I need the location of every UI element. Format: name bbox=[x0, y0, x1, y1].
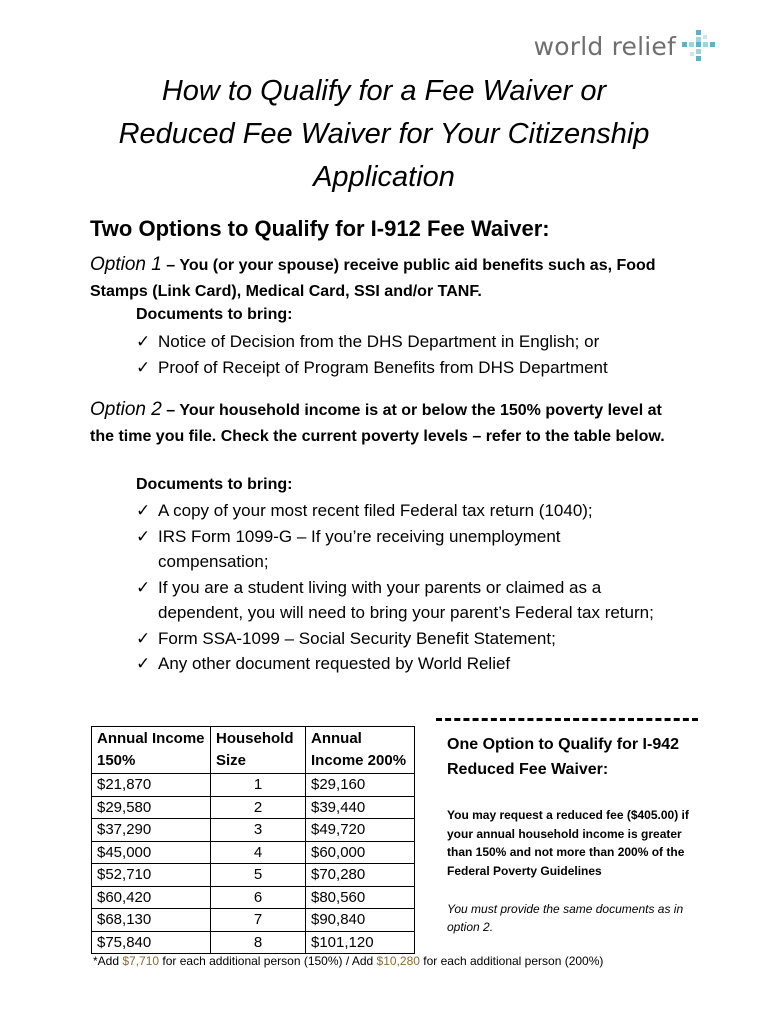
document-text: A copy of your most recent filed Federal tax return (1040); bbox=[158, 501, 593, 520]
document-text: IRS Form 1099-G – If you’re receiving unemployment compensation; bbox=[158, 526, 561, 571]
document-text: If you are a student living with your parents or claimed as a dependent, you will need to bring your parent’s Federal tax return; bbox=[158, 577, 654, 622]
table-cell: $29,580 bbox=[92, 796, 211, 819]
title-line: Application bbox=[313, 161, 455, 193]
table-cell: 8 bbox=[211, 931, 306, 954]
table-cell: $68,130 bbox=[92, 909, 211, 932]
table-row bbox=[92, 819, 415, 842]
footnote-text: for each additional person (200%) bbox=[419, 954, 604, 968]
table-cell: 2 bbox=[211, 796, 306, 819]
document-text: Proof of Receipt of Program Benefits from DHS Department bbox=[158, 357, 608, 377]
checkmark-icon: ✓ bbox=[136, 357, 151, 377]
table-header-cell: Annual Income 150% bbox=[92, 727, 211, 774]
option-1-text: You (or your spouse) receive public aid benefits such as, Food Stamps (Link Card), Medical Card, SSI and/or TANF. bbox=[90, 257, 656, 300]
option-dash: – bbox=[161, 402, 180, 419]
table-cell: $45,000 bbox=[92, 841, 211, 864]
checkmark-icon: ✓ bbox=[136, 654, 151, 673]
option-2-docs-heading: Documents to bring: bbox=[136, 476, 293, 493]
table-cell: $21,870 bbox=[92, 774, 211, 797]
checkmark-icon: ✓ bbox=[136, 577, 151, 597]
document-list-item bbox=[136, 524, 656, 575]
document-list-item bbox=[136, 626, 656, 652]
page-title bbox=[40, 70, 728, 199]
table-cell: $80,560 bbox=[306, 886, 415, 909]
checkmark-icon: ✓ bbox=[136, 628, 151, 648]
checkmark-icon: ✓ bbox=[136, 332, 151, 351]
table-cell: 6 bbox=[211, 886, 306, 909]
section-heading: Two Options to Qualify for I-912 Fee Waiver: bbox=[90, 216, 550, 241]
world-relief-logo bbox=[534, 28, 676, 64]
document-list-item bbox=[136, 498, 656, 524]
table-header-cell: Household Size bbox=[211, 727, 306, 774]
checkmark-icon: ✓ bbox=[136, 526, 151, 546]
logo-text: world relief bbox=[533, 31, 676, 61]
reduced-fee-body: You may request a reduced fee ($405.00) if your annual household income is greater than 150% and not more than 200% of the Federal Poverty Guidelines bbox=[447, 808, 689, 878]
table-row bbox=[92, 864, 415, 887]
table-header-row bbox=[92, 727, 415, 774]
title-line: How to Qualify for a Fee Waiver or bbox=[161, 75, 607, 107]
footnote bbox=[93, 954, 603, 968]
table-row bbox=[92, 886, 415, 909]
table-cell: $29,160 bbox=[306, 774, 415, 797]
document-list-item bbox=[136, 575, 656, 626]
table-cell: $37,290 bbox=[92, 819, 211, 842]
option-1-paragraph bbox=[90, 252, 690, 305]
table-cell: 4 bbox=[211, 841, 306, 864]
checkmark-icon: ✓ bbox=[136, 501, 151, 520]
table-header-cell: Annual Income 200% bbox=[306, 727, 415, 774]
table-row bbox=[92, 796, 415, 819]
document-list-item bbox=[136, 651, 656, 677]
option-1-label: Option 1 bbox=[90, 254, 162, 275]
reduced-fee-note: You must provide the same documents as in option 2. bbox=[447, 902, 684, 934]
footnote-amount: $7,710 bbox=[122, 954, 160, 968]
document-text: Notice of Decision from the DHS Department in English; or bbox=[158, 332, 600, 351]
title-line: Reduced Fee Waiver for Your Citizenship bbox=[118, 118, 650, 150]
option-2-text: Your household income is at or below the 150% poverty level at the time you file. Check the current poverty levels – refer to the table below. bbox=[90, 402, 665, 445]
table-cell: 3 bbox=[211, 819, 306, 842]
table-cell: 1 bbox=[211, 774, 306, 797]
table-row bbox=[92, 774, 415, 797]
option-dash: – bbox=[161, 257, 180, 274]
option-2-docs-list bbox=[136, 498, 656, 677]
option-1-docs-heading: Documents to bring: bbox=[136, 306, 293, 323]
option-1-docs-list bbox=[136, 329, 696, 380]
table-cell: $70,280 bbox=[306, 864, 415, 887]
table-cell: 7 bbox=[211, 909, 306, 932]
document-list-item bbox=[136, 355, 696, 381]
world-relief-cross-icon bbox=[682, 28, 718, 64]
table-cell: $52,710 bbox=[92, 864, 211, 887]
table-cell: $60,000 bbox=[306, 841, 415, 864]
table-cell: $75,840 bbox=[92, 931, 211, 954]
table-row bbox=[92, 909, 415, 932]
dashed-divider bbox=[436, 718, 698, 721]
footnote-text: *Add bbox=[93, 954, 123, 968]
poverty-income-table bbox=[91, 726, 415, 954]
reduced-fee-heading: One Option to Qualify for I-942 Reduced Fee Waiver: bbox=[447, 736, 680, 778]
document-text: Any other document requested by World Relief bbox=[158, 654, 511, 673]
table-cell: $39,440 bbox=[306, 796, 415, 819]
table-cell: $49,720 bbox=[306, 819, 415, 842]
table-cell: $90,840 bbox=[306, 909, 415, 932]
document-text: Form SSA-1099 – Social Security Benefit Statement; bbox=[158, 628, 556, 648]
table-row bbox=[92, 931, 415, 954]
option-2-paragraph bbox=[90, 397, 690, 450]
footnote-text: for each additional person (150%) / Add bbox=[159, 954, 377, 968]
option-2-label: Option 2 bbox=[90, 399, 162, 420]
document-list-item bbox=[136, 329, 696, 355]
table-row bbox=[92, 841, 415, 864]
table-cell: $60,420 bbox=[92, 886, 211, 909]
table-cell: $101,120 bbox=[306, 931, 415, 954]
table-cell: 5 bbox=[211, 864, 306, 887]
footnote-amount: $10,280 bbox=[376, 954, 420, 968]
